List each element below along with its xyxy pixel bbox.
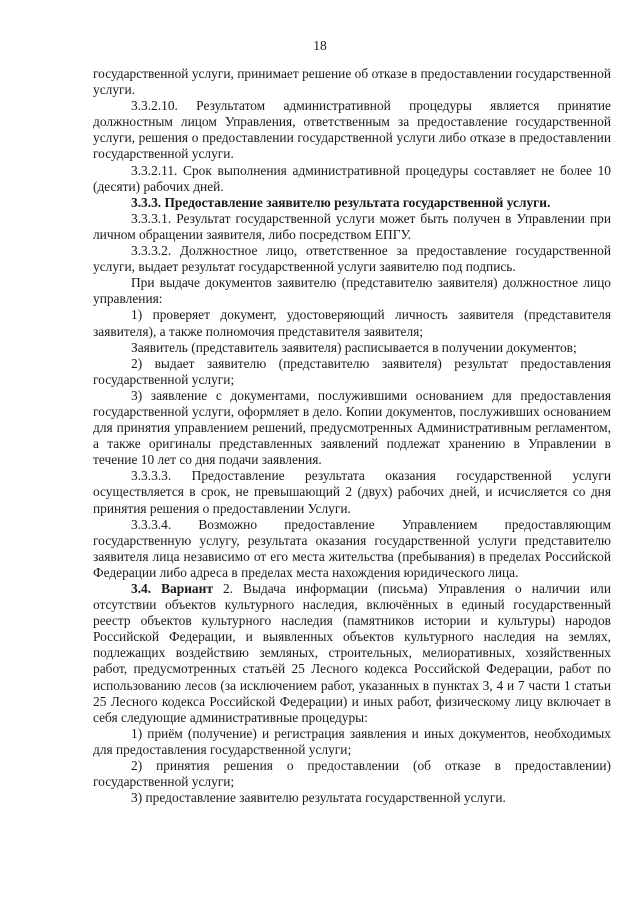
paragraph-3-3-3-2: 3.3.3.2. Должностное лицо, ответственное за предоставление государственной услуги, выдает результат государственной услуги заявителю под подпись. — [93, 243, 611, 275]
paragraph-3-3-3-1: 3.3.3.1. Результат государственной услуги может быть получен в Управлении при личном обращении заявителя, либо посредством ЕПГУ. — [93, 210, 611, 242]
list-item-3: 3) заявление с документами, послужившими основанием для предоставления государственной услуги, оформляет в дело. Копии документов, послуживших основанием для принятия управлением решений, предусмотренных Административным регламентом, а также оригиналы представленных заявлений подлежат хранению в Управлении в течение 10 лет со дня подачи заявления. — [93, 387, 611, 468]
variant-heading: 3.4. Вариант — [131, 581, 213, 596]
section-heading-3-3-3: 3.3.3. Предоставление заявителю результата государственной услуги. — [131, 194, 551, 210]
paragraph-variant-2 — [93, 581, 611, 726]
procedure-item-3: 3) предоставление заявителю результата государственной услуги. — [131, 790, 506, 806]
variant-text: 2. Выдача информации (письма) Управления о наличии или отсутствии объектов культурного наследия, включённых в единый государственный реестр объектов культурного наследия (памятников истории и культуры) народов Российской Федерации, и выявленных объектов культурного наследия на землях, подлежащих воздействию земляных, строительных, мелиоративных, хозяйственных работ, предусмотренных статьёй 25 Лесного кодекса Российской Федерации, работ по использованию лесов (за исключением работ, указанных в пунктах 3, 4 и 7 части 1 статьи 25 Лесного кодекса Российской Федерации) и иных работ, физическому лицу включает в себя следующие административные процедуры: — [93, 581, 611, 725]
page-number: 18 — [313, 38, 327, 53]
paragraph-continuation: государственной услуги, принимает решение об отказе в предоставлении государственной услуги. — [93, 66, 611, 98]
paragraph-3-3-2-11: 3.3.2.11. Срок выполнения административной процедуры составляет не более 10 (десяти) рабочих дней. — [93, 162, 611, 194]
paragraph-3-3-3-3: 3.3.3.3. Предоставление результата оказания государственной услуги осуществляется в срок, не превышающий 2 (двух) рабочих дней, и исчисляется со дня принятия решения о предоставлении Услуги. — [93, 468, 611, 516]
document-body — [93, 66, 611, 806]
list-item-2: 2) выдает заявителю (представителю заявителя) результат предоставления государственной услуги; — [93, 355, 611, 387]
paragraph-signature: Заявитель (представитель заявителя) расписывается в получении документов; — [131, 339, 577, 355]
procedure-item-1: 1) приём (получение) и регистрация заявления и иных документов, необходимых для предоставления государственной услуги; — [93, 725, 611, 757]
paragraph-3-3-2-10: 3.3.2.10. Результатом административной процедуры является принятие должностным лицом Управления, ответственным за предоставление государственной услуги, решения о предоставлении государственной услуги либо отказе в предоставлении государственной услуги. — [93, 98, 611, 162]
paragraph-issuance-intro: При выдаче документов заявителю (представителю заявителя) должностное лицо управления: — [93, 275, 611, 307]
procedure-item-2: 2) принятия решения о предоставлении (об отказе в предоставлении) государственной услуги; — [93, 758, 611, 790]
list-item-1: 1) проверяет документ, удостоверяющий личность заявителя (представителя заявителя), а также полномочия представителя заявителя; — [93, 307, 611, 339]
paragraph-3-3-3-4: 3.3.3.4. Возможно предоставление Управлением предоставляющим государственную услугу, результата оказания государственной услуги представителю заявителя лица независимо от его места жительства (пребывания) в пределах Российской Федерации либо адреса в пределах места нахождения юридического лица. — [93, 516, 611, 580]
